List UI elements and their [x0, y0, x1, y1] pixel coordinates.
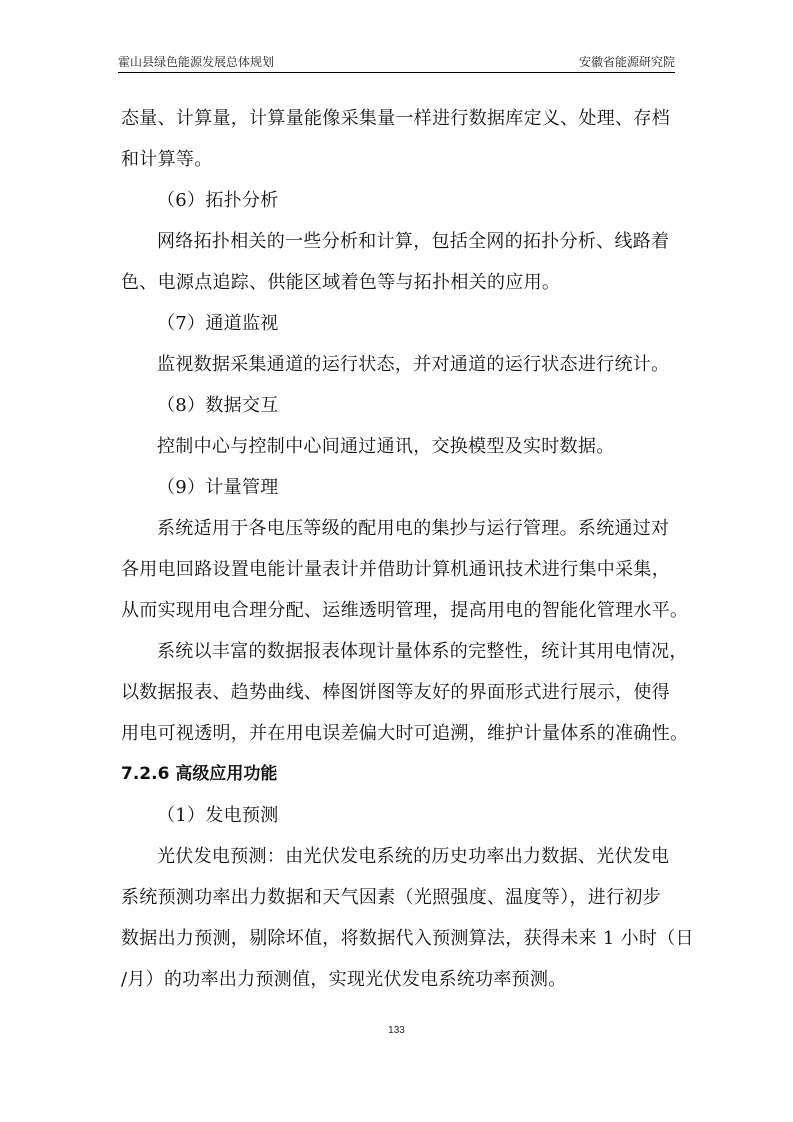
paragraph-line: 监视数据采集通道的运行状态，并对通道的运行状态进行统计。 [157, 354, 670, 375]
section-item-heading: （9）计量管理 [157, 477, 279, 498]
paragraph-line: 系统以丰富的数据报表体现计量体系的完整性，统计其用电情况， [157, 641, 688, 662]
paragraph-line: 控制中心与控制中心间通过通讯，交换模型及实时数据。 [157, 436, 615, 457]
page-header [118, 54, 675, 74]
paragraph-line: 网络拓扑相关的一些分析和计算，包括全网的拓扑分析、线路着 [157, 231, 670, 252]
paragraph-line: /月）的功率出力预测值，实现光伏发电系统功率预测。 [121, 969, 567, 990]
paragraph-line: 色、电源点追踪、供能区域着色等与拓扑相关的应用。 [121, 272, 561, 293]
header-document-title: 霍山县绿色能源发展总体规划 [118, 55, 275, 69]
paragraph-line: 数据出力预测，剔除坏值，将数据代入预测算法，获得未来 1 小时（日 [121, 928, 694, 949]
paragraph-line: 从而实现用电合理分配、运维透明管理，提高用电的智能化管理水平。 [121, 600, 689, 621]
paragraph-line: 态量、计算量，计算量能像采集量一样进行数据库定义、处理、存档 [121, 108, 670, 129]
section-item-heading: （8）数据交互 [157, 395, 279, 416]
section-item-heading: （6）拓扑分析 [157, 190, 279, 211]
section-heading: 7.2.6 高级应用功能 [121, 764, 278, 784]
page-number: 133 [388, 1025, 405, 1036]
paragraph-line: 用电可视透明，并在用电误差偏大时可追溯，维护计量体系的准确性。 [121, 723, 689, 744]
section-item-heading: （1）发电预测 [157, 805, 279, 826]
paragraph-line: 系统预测功率出力数据和天气因素（光照强度、温度等），进行初步 [121, 887, 661, 908]
page-body [121, 98, 694, 1000]
paragraph-line: 以数据报表、趋势曲线、棒图饼图等友好的界面形式进行展示，使得 [121, 682, 670, 703]
header-divider [118, 72, 675, 73]
header-organization: 安徽省能源研究院 [578, 55, 675, 69]
paragraph-line: 光伏发电预测：由光伏发电系统的历史功率出力数据、光伏发电 [157, 846, 670, 867]
paragraph-line: 和计算等。 [121, 149, 213, 170]
paragraph-line: 各用电回路设置电能计量表计并借助计算机通讯技术进行集中采集， [121, 559, 670, 580]
section-item-heading: （7）通道监视 [157, 313, 279, 334]
paragraph-line: 系统适用于各电压等级的配用电的集抄与运行管理。系统通过对 [157, 518, 670, 539]
